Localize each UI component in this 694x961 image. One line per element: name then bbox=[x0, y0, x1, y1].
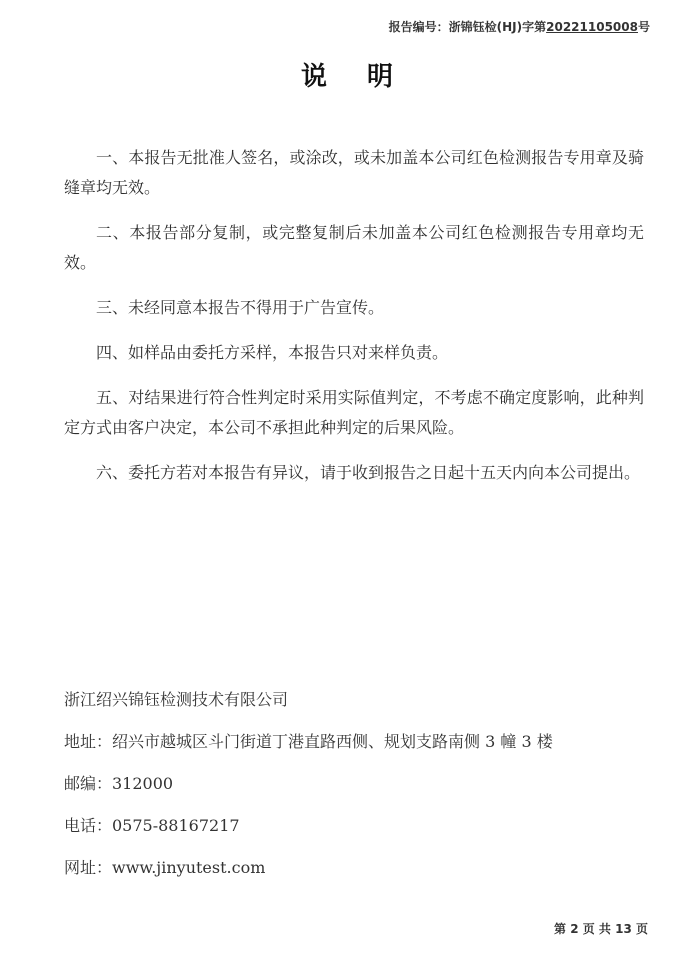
company-phone: 电话：0575-88167217 bbox=[64, 816, 240, 835]
company-address: 地址：绍兴市越城区斗门街道丁港直路西侧、规划支路南侧 3 幢 3 楼 bbox=[64, 732, 553, 751]
company-name: 浙江绍兴锦钰检测技术有限公司 bbox=[64, 690, 289, 709]
report-number-suffix: 号 bbox=[637, 20, 650, 34]
page-number: 第 2 页 共 13 页 bbox=[554, 922, 648, 936]
clause-5: 五、对结果进行符合性判定时采用实际值判定，不考虑不确定度影响，此种判定方式由客户决定，本公司不承担此种判定的后果风险。 bbox=[64, 388, 644, 437]
clause-3: 三、未经同意本报告不得用于广告宣传。 bbox=[96, 298, 385, 317]
report-number bbox=[389, 18, 650, 35]
company-website: 网址：www.jinyutest.com bbox=[64, 858, 266, 877]
company-postcode: 邮编：312000 bbox=[64, 774, 174, 793]
report-number-value: 20221105008 bbox=[546, 20, 638, 34]
report-number-prefix: 报告编号：浙锦钰检(HJ)字第 bbox=[388, 20, 547, 34]
clause-4: 四、如样品由委托方采样，本报告只对来样负责。 bbox=[96, 343, 449, 362]
company-info bbox=[64, 688, 644, 898]
clause-6: 六、委托方若对本报告有异议，请于收到报告之日起十五天内向本公司提出。 bbox=[96, 463, 641, 482]
page-title: 说明 bbox=[300, 62, 433, 92]
clause-1: 一、本报告无批准人签名，或涂改，或未加盖本公司红色检测报告专用章及骑缝章均无效。 bbox=[64, 148, 644, 197]
clause-list bbox=[64, 143, 644, 503]
clause-2: 二、本报告部分复制，或完整复制后未加盖本公司红色检测报告专用章均无效。 bbox=[64, 223, 644, 272]
